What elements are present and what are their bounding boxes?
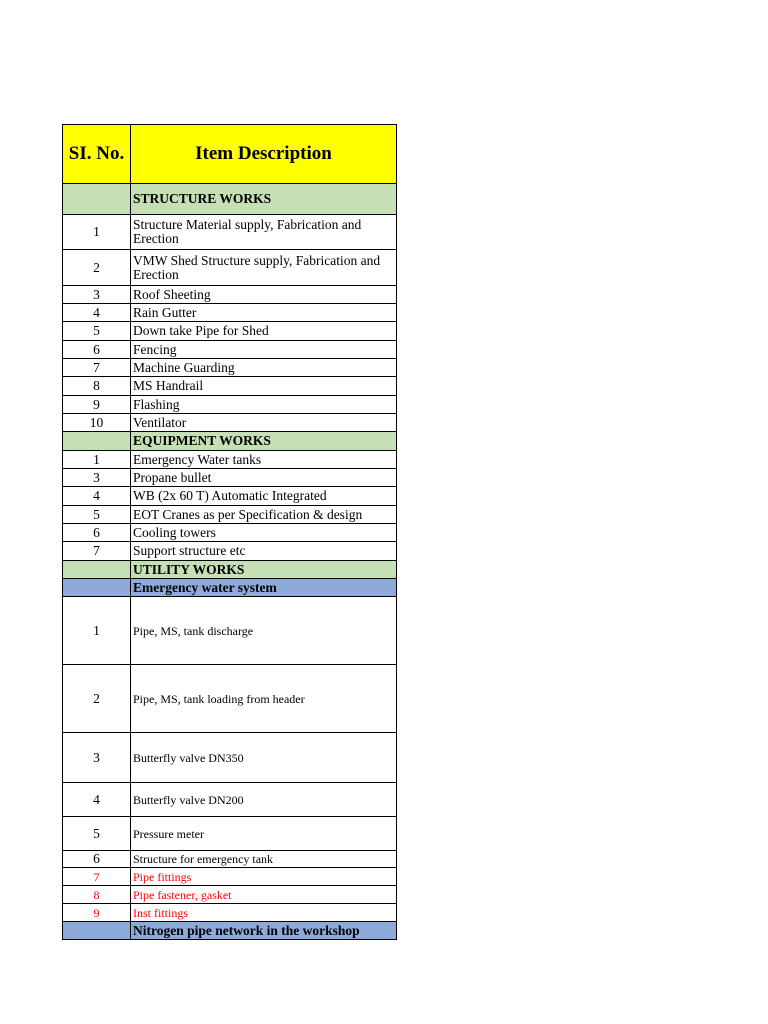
row-description: VMW Shed Structure supply, Fabrication and Erection xyxy=(131,250,397,286)
row-number xyxy=(63,432,131,451)
row-number: 6 xyxy=(63,524,131,542)
subsection-row xyxy=(63,579,397,597)
section-row xyxy=(63,561,397,579)
table-row xyxy=(63,904,397,922)
row-description: WB (2x 60 T) Automatic Integrated xyxy=(131,487,397,506)
row-description: Flashing xyxy=(131,396,397,414)
section-title: EQUIPMENT WORKS xyxy=(131,432,397,451)
table-row xyxy=(63,341,397,359)
table-row xyxy=(63,414,397,432)
row-number: 3 xyxy=(63,469,131,487)
table-row xyxy=(63,524,397,542)
table-row xyxy=(63,597,397,665)
row-number: 7 xyxy=(63,542,131,561)
row-number: 10 xyxy=(63,414,131,432)
row-number xyxy=(63,561,131,579)
table-row xyxy=(63,286,397,304)
row-number: 1 xyxy=(63,451,131,469)
row-description: Support structure etc xyxy=(131,542,397,561)
table-row xyxy=(63,215,397,250)
row-number: 4 xyxy=(63,487,131,506)
table-row xyxy=(63,542,397,561)
table-row xyxy=(63,886,397,904)
row-description: Pipe fastener, gasket xyxy=(131,886,397,904)
row-description: Roof Sheeting xyxy=(131,286,397,304)
row-number xyxy=(63,922,131,940)
table-row xyxy=(63,451,397,469)
table-row xyxy=(63,304,397,322)
row-number: 5 xyxy=(63,817,131,851)
row-number: 8 xyxy=(63,377,131,396)
header-item-description: Item Description xyxy=(131,125,397,184)
row-description: Down take Pipe for Shed xyxy=(131,322,397,341)
row-description: Machine Guarding xyxy=(131,359,397,377)
subsection-row xyxy=(63,922,397,940)
row-description: Pressure meter xyxy=(131,817,397,851)
table-row xyxy=(63,665,397,733)
section-row xyxy=(63,184,397,215)
row-description: Cooling towers xyxy=(131,524,397,542)
table-header xyxy=(63,125,397,184)
row-number: 7 xyxy=(63,359,131,377)
table-row xyxy=(63,817,397,851)
section-row xyxy=(63,432,397,451)
row-number: 3 xyxy=(63,286,131,304)
section-title: STRUCTURE WORKS xyxy=(131,184,397,215)
table-row xyxy=(63,487,397,506)
table-row xyxy=(63,851,397,868)
table-row xyxy=(63,250,397,286)
row-number: 9 xyxy=(63,396,131,414)
row-description: Emergency Water tanks xyxy=(131,451,397,469)
table-row xyxy=(63,377,397,396)
row-description: Inst fittings xyxy=(131,904,397,922)
row-description: Propane bullet xyxy=(131,469,397,487)
row-number: 9 xyxy=(63,904,131,922)
table-row xyxy=(63,359,397,377)
section-title: UTILITY WORKS xyxy=(131,561,397,579)
row-description: Pipe, MS, tank loading from header xyxy=(131,665,397,733)
subsection-title: Nitrogen pipe network in the workshop xyxy=(131,922,397,940)
row-number: 7 xyxy=(63,868,131,886)
row-number: 6 xyxy=(63,851,131,868)
row-number: 2 xyxy=(63,665,131,733)
row-description: EOT Cranes as per Specification & design xyxy=(131,506,397,524)
row-number xyxy=(63,184,131,215)
table-row xyxy=(63,733,397,783)
row-description: Butterfly valve DN350 xyxy=(131,733,397,783)
table-row xyxy=(63,396,397,414)
table-row xyxy=(63,506,397,524)
row-number: 1 xyxy=(63,597,131,665)
row-description: Structure for emergency tank xyxy=(131,851,397,868)
row-description: Rain Gutter xyxy=(131,304,397,322)
row-description: Ventilator xyxy=(131,414,397,432)
row-number: 3 xyxy=(63,733,131,783)
row-description: Structure Material supply, Fabrication and Erection xyxy=(131,215,397,250)
row-number: 5 xyxy=(63,322,131,341)
row-description: Fencing xyxy=(131,341,397,359)
row-number: 6 xyxy=(63,341,131,359)
row-number: 4 xyxy=(63,304,131,322)
row-number: 8 xyxy=(63,886,131,904)
table-row xyxy=(63,322,397,341)
row-description: Pipe, MS, tank discharge xyxy=(131,597,397,665)
row-number xyxy=(63,579,131,597)
row-description: MS Handrail xyxy=(131,377,397,396)
row-number: 4 xyxy=(63,783,131,817)
table-row xyxy=(63,783,397,817)
row-number: 5 xyxy=(63,506,131,524)
row-description: Butterfly valve DN200 xyxy=(131,783,397,817)
row-number: 2 xyxy=(63,250,131,286)
table-row xyxy=(63,469,397,487)
subsection-title: Emergency water system xyxy=(131,579,397,597)
table-row xyxy=(63,868,397,886)
row-number: 1 xyxy=(63,215,131,250)
item-table xyxy=(62,124,397,940)
header-sl-no: SI. No. xyxy=(63,125,131,184)
row-description: Pipe fittings xyxy=(131,868,397,886)
